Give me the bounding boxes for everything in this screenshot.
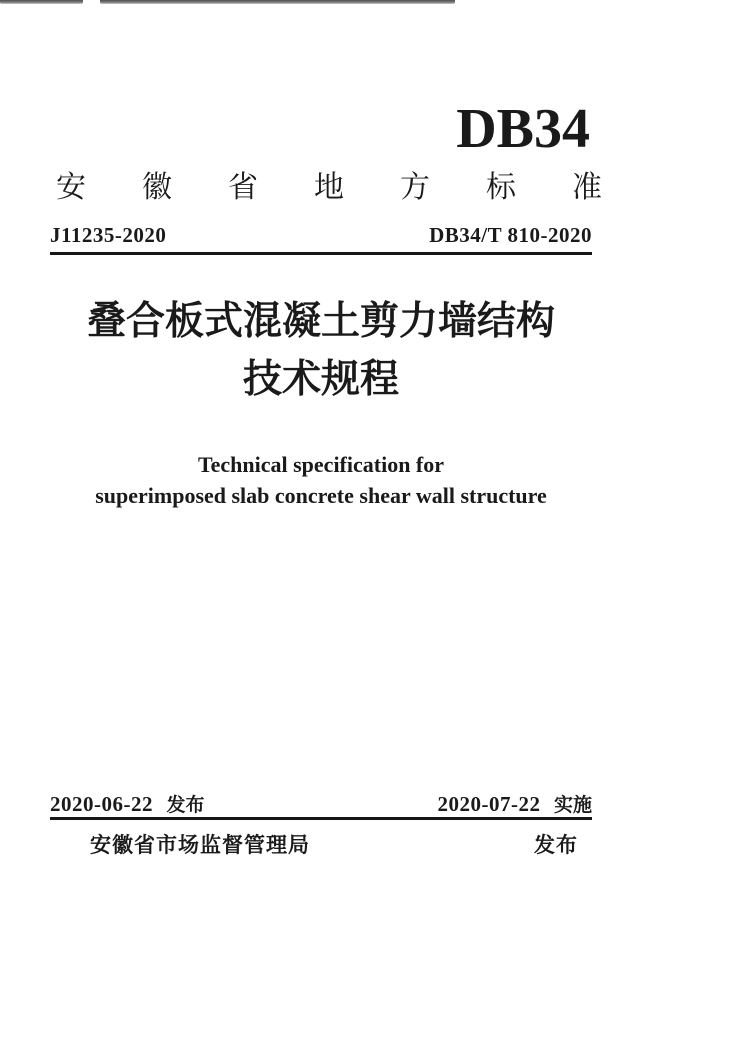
standard-type-char: 徽 (142, 171, 172, 204)
document-title-cn (50, 293, 592, 409)
implement-date-group (438, 790, 592, 817)
header-rule (50, 252, 592, 255)
issuing-authority: 安徽省市场监督管理局 (90, 834, 310, 857)
date-row (50, 790, 592, 817)
issue-date-group (50, 790, 204, 817)
standard-mark: DB34 (456, 98, 590, 160)
standard-type-char: 标 (486, 171, 516, 204)
scan-artifact-left (0, 0, 83, 4)
document-title-cn-line2: 技术规程 (242, 358, 399, 401)
record-number: J11235-2020 (50, 223, 167, 247)
standard-number: DB34/T 810-2020 (429, 223, 592, 247)
code-row (50, 223, 592, 248)
footer-rule (50, 817, 592, 820)
standard-type-char: 准 (572, 171, 602, 204)
issue-date: 2020-06-22 (50, 792, 153, 816)
standard-type-title (56, 171, 602, 206)
implement-date: 2020-07-22 (437, 792, 541, 816)
standard-type-char: 安 (56, 171, 86, 204)
document-title-en-line2: superimposed slab concrete shear wall structure (95, 483, 547, 508)
footer-row (50, 829, 592, 859)
implement-label: 实施 (553, 795, 592, 816)
issue-label: 发布 (166, 795, 205, 816)
standard-type-char: 地 (314, 171, 344, 204)
document-title-en (50, 449, 592, 511)
standard-type-char: 方 (400, 171, 430, 204)
standard-type-char: 省 (228, 171, 258, 204)
document-title-en-line1: Technical specification for (197, 452, 445, 477)
scan-artifact-right (100, 0, 455, 4)
document-title-cn-line1: 叠合板式混凝土剪力墙结构 (86, 300, 555, 343)
publish-label: 发布 (534, 834, 578, 857)
